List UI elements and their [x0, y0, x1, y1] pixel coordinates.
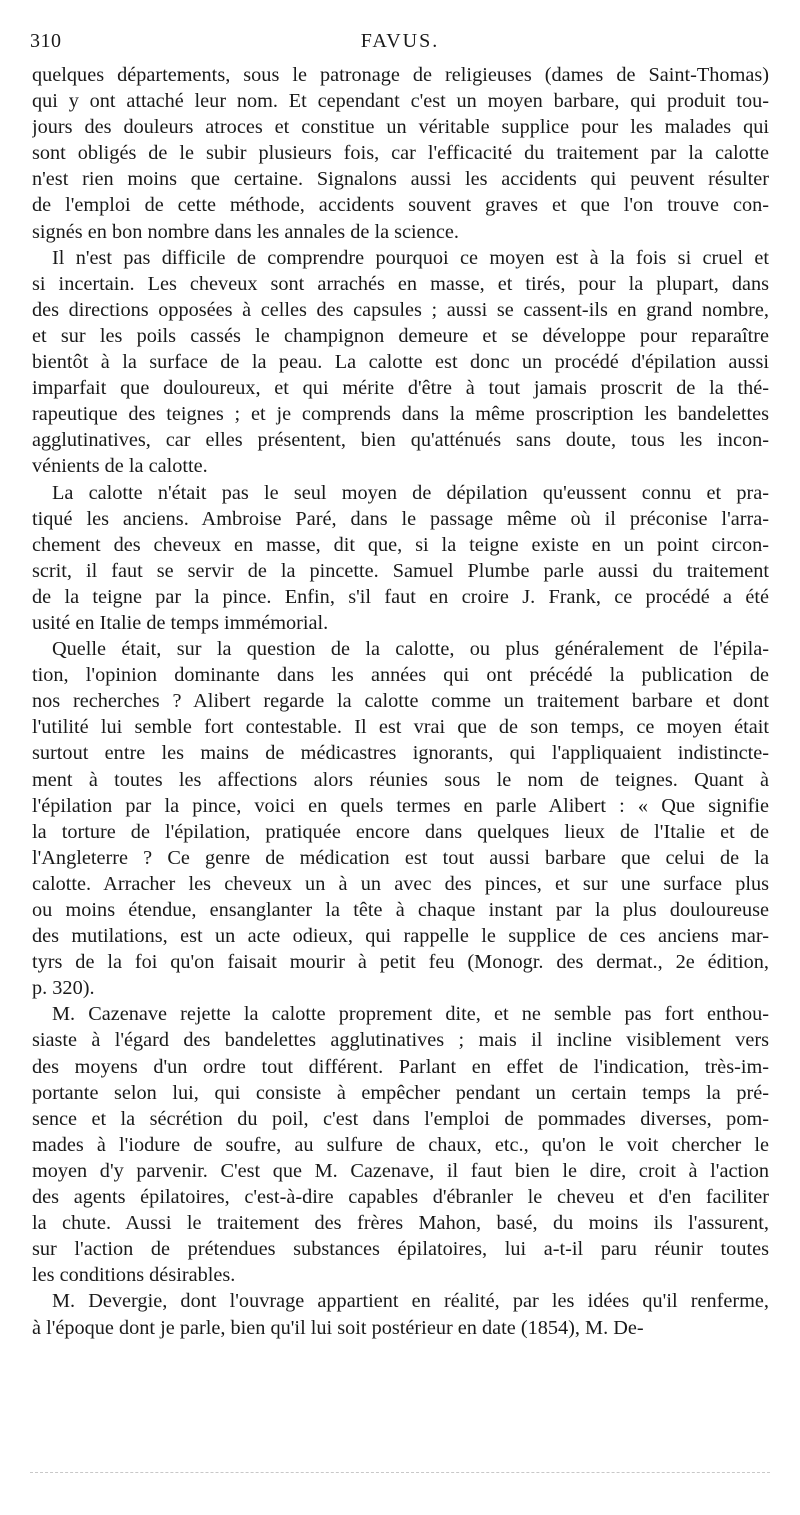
- text-line: rapeutique des teignes ; et je comprends dans la même proscription les bandelettes: [32, 403, 769, 426]
- text-line: Il n'est pas difficile de comprendre pourquoi ce moyen est à la fois si cruel et: [52, 246, 769, 269]
- text-line: moyen d'y parvenir. C'est que M. Cazenave, il faut bien le dire, croit à l'action: [32, 1159, 769, 1182]
- text-line: Quelle était, sur la question de la calotte, ou plus généralement de l'épila-: [52, 638, 769, 661]
- text-line: signés en bon nombre dans les annales de la science.: [32, 220, 459, 243]
- text-line: si incertain. Les cheveux sont arrachés en masse, et tirés, pour la plupart, dans: [32, 272, 769, 295]
- text-line: mades à l'iodure de soufre, au sulfure de chaux, etc., qu'on le voit chercher le: [32, 1133, 769, 1156]
- text-line: ment à toutes les affections alors réunies sous le nom de teignes. Quant à: [32, 768, 769, 791]
- text-line: sence et la sécrétion du poil, c'est dans l'emploi de pommades diverses, pom-: [32, 1107, 769, 1130]
- text-line: et sur les poils cassés le champignon demeure et se développe pour reparaître: [32, 324, 769, 347]
- text-line: quelques départements, sous le patronage de religieuses (dames de Saint-Thomas): [32, 64, 769, 86]
- text-line: surtout entre les mains de médicastres ignorants, qui l'appliquaient indistincte-: [32, 742, 769, 765]
- text-line: à l'époque dont je parle, bien qu'il lui soit postérieur en date (1854), M. De-: [32, 1316, 644, 1339]
- text-line: qui y ont attaché leur nom. Et cependant c'est un moyen barbare, qui produit tou-: [32, 90, 769, 113]
- paragraph: [32, 1288, 769, 1340]
- paragraph: [32, 480, 769, 637]
- running-head: FAVUS.: [360, 30, 440, 52]
- text-line: siaste à l'égard des bandelettes agglutinatives ; mais il incline visiblement vers: [32, 1029, 769, 1052]
- text-line: des moyens d'un ordre tout différent. Parlant en effet de l'indication, très-im-: [32, 1055, 769, 1078]
- text-line: la chute. Aussi le traitement des frères Mahon, basé, du moins ils l'assurent,: [32, 1212, 769, 1235]
- text-line: tiqué les anciens. Ambroise Paré, dans le passage même où il préconise l'arra-: [32, 507, 769, 530]
- text-line: M. Cazenave rejette la calotte proprement dite, et ne semble pas fort enthou-: [52, 1003, 769, 1026]
- text-line: M. Devergie, dont l'ouvrage appartient en réalité, par les idées qu'il renferme,: [52, 1290, 769, 1313]
- text-line: des mutilations, est un acte odieux, qui rappelle le supplice de ces anciens mar-: [32, 925, 769, 948]
- text-line: l'épilation par la pince, voici en quels termes en parle Alibert : « Que signifie: [32, 794, 769, 817]
- text-line: de l'emploi de cette méthode, accidents souvent graves et que l'on trouve con-: [32, 194, 769, 217]
- text-line: les conditions désirables.: [32, 1264, 236, 1287]
- text-line: tyrs de la foi qu'on faisait mourir à petit feu (Monogr. des dermat., 2e édition,: [32, 951, 769, 974]
- page-number: 310: [30, 30, 62, 52]
- paragraph: [32, 636, 769, 1001]
- text-line: imparfait que douloureux, et qui mérite d'être à tout jamais proscrit de la thé-: [32, 377, 769, 400]
- text-line: tion, l'opinion dominante dans les années qui ont précédé la publication de: [32, 664, 769, 687]
- text-line: nos recherches ? Alibert regarde la calotte comme un traitement barbare et dont: [32, 690, 769, 713]
- text-line: la torture de l'épilation, pratiquée encore dans quelques lieux de l'Italie et de: [32, 820, 769, 843]
- text-line: ou moins étendue, ensanglanter la tête à chaque instant par la plus douloureuse: [32, 899, 769, 921]
- text-line: p. 320).: [32, 977, 95, 1000]
- paragraph: [32, 245, 769, 480]
- text-line: La calotte n'était pas le seul moyen de dépilation qu'eussent connu et pra-: [52, 481, 769, 504]
- text-line: agglutinatives, car elles présentent, bien qu'atténués sans doute, tous les incon-: [32, 429, 769, 452]
- paragraph: [32, 1001, 769, 1288]
- text-line: sur l'action de prétendues substances épilatoires, lui a-t-il paru réunir toutes: [32, 1238, 769, 1261]
- text-line: des directions opposées à celles des capsules ; aussi se cassent-ils en grand nombre,: [32, 298, 769, 321]
- text-line: jours des douleurs atroces et constitue un véritable supplice pour les malades qui: [32, 116, 769, 139]
- text-line: calotte. Arracher les cheveux un à un avec des pinces, et sur une surface plus: [32, 872, 769, 895]
- text-line: portante selon lui, qui consiste à empêcher pendant un certain temps la pré-: [32, 1081, 769, 1104]
- text-line: l'utilité lui semble fort contestable. Il est vrai que de son temps, ce moyen était: [32, 716, 769, 739]
- text-line: n'est rien moins que certaine. Signalons aussi les accidents qui peuvent résulter: [32, 168, 769, 191]
- text-line: l'Angleterre ? Ce genre de médication est tout aussi barbare que celui de la: [32, 846, 769, 869]
- text-line: de la teigne par la pince. Enfin, s'il faut en croire J. Frank, ce procédé a été: [32, 585, 769, 608]
- bottom-scan-artifact-line: [30, 1472, 770, 1474]
- text-line: usité en Italie de temps immémorial.: [32, 611, 329, 634]
- text-line: bientôt à la surface de la peau. La calotte est donc un procédé d'épilation aussi: [32, 351, 769, 374]
- text-line: vénients de la calotte.: [32, 455, 208, 478]
- text-line: sont obligés de le subir plusieurs fois, car l'efficacité du traitement par la calotte: [32, 142, 769, 165]
- text-line: scrit, il faut se servir de la pincette. Samuel Plumbe parle aussi du traitement: [32, 559, 769, 582]
- paragraph: [32, 62, 769, 245]
- body-text: [32, 62, 769, 1341]
- text-line: des agents épilatoires, c'est-à-dire capables d'ébranler le cheveu et d'en faciliter: [32, 1186, 769, 1209]
- text-line: chement des cheveux en masse, dit que, si la teigne existe en un point circon-: [32, 533, 769, 556]
- page-header: [30, 26, 770, 56]
